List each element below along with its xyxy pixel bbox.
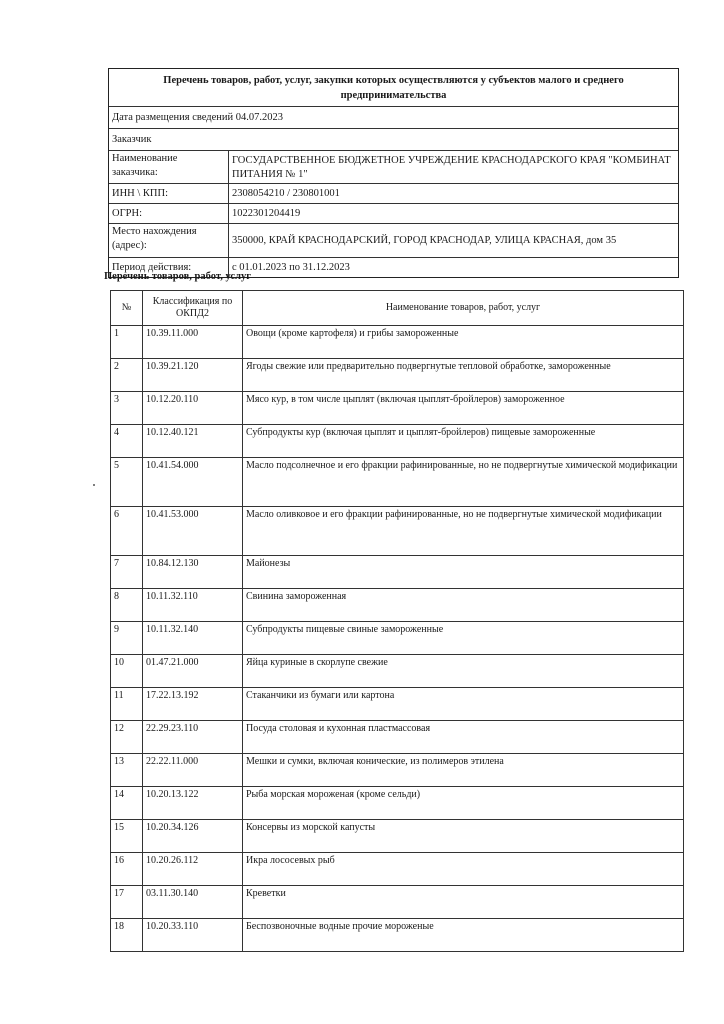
row-number: 10: [111, 655, 143, 688]
row-name: Масло подсолнечное и его фракции рафинированные, но не подвергнутые химической модификации: [243, 458, 684, 507]
posting-date-row: [109, 107, 678, 129]
customer-name-value: ГОСУДАРСТВЕННОЕ БЮДЖЕТНОЕ УЧРЕЖДЕНИЕ КРАСНОДАРСКОГО КРАЯ "КОМБИНАТ ПИТАНИЯ № 1": [232, 155, 671, 180]
row-name: Беспозвоночные водные прочие мороженые: [243, 919, 684, 952]
row-code: 10.20.26.112: [143, 853, 243, 886]
row-number: 7: [111, 556, 143, 589]
row-code: 10.12.40.121: [143, 425, 243, 458]
table-row: [111, 853, 684, 886]
period-label: Период действия:: [109, 258, 229, 277]
row-number: 2: [111, 359, 143, 392]
inn-kpp-label: ИНН \ КПП:: [109, 184, 229, 203]
table-row: [111, 458, 684, 507]
inn-kpp-value: 2308054210 / 230801001: [232, 188, 340, 199]
customer-name-label: Наименование заказчика:: [109, 151, 229, 183]
goods-table: [110, 290, 684, 952]
table-row: [111, 820, 684, 853]
customer-name-row: [109, 151, 678, 184]
row-code: 10.12.20.110: [143, 392, 243, 425]
table-row: [111, 556, 684, 589]
address-value: 350000, КРАЙ КРАСНОДАРСКИЙ, ГОРОД КРАСНОДАР, УЛИЦА КРАСНАЯ, дом 35: [232, 235, 617, 246]
row-code: 10.41.54.000: [143, 458, 243, 507]
row-code: 10.20.33.110: [143, 919, 243, 952]
row-number: 17: [111, 886, 143, 919]
column-header-number: №: [111, 291, 143, 326]
row-name: Креветки: [243, 886, 684, 919]
row-name: Свинина замороженная: [243, 589, 684, 622]
row-code: 10.39.11.000: [143, 326, 243, 359]
table-row: [111, 787, 684, 820]
row-code: 01.47.21.000: [143, 655, 243, 688]
row-code: 10.41.53.000: [143, 507, 243, 556]
row-name: Майонезы: [243, 556, 684, 589]
column-header-name: Наименование товаров, работ, услуг: [243, 291, 684, 326]
address-row: [109, 224, 678, 258]
table-row: [111, 359, 684, 392]
row-number: 8: [111, 589, 143, 622]
row-number: 12: [111, 721, 143, 754]
table-row: [111, 886, 684, 919]
row-number: 11: [111, 688, 143, 721]
row-number: 6: [111, 507, 143, 556]
row-number: 15: [111, 820, 143, 853]
row-number: 16: [111, 853, 143, 886]
table-header-row: [111, 291, 684, 326]
row-name: Рыба морская мороженая (кроме сельди): [243, 787, 684, 820]
row-code: 10.20.13.122: [143, 787, 243, 820]
row-number: 3: [111, 392, 143, 425]
row-code: 22.29.23.110: [143, 721, 243, 754]
table-row: [111, 326, 684, 359]
row-name: Мешки и сумки, включая конические, из полимеров этилена: [243, 754, 684, 787]
ogrn-row: [109, 204, 678, 224]
document-title: Перечень товаров, работ, услуг, закупки которых осуществляются у субъектов малого и среднего предпринимательства: [109, 69, 678, 107]
row-code: 10.11.32.140: [143, 622, 243, 655]
row-name: Овощи (кроме картофеля) и грибы замороженные: [243, 326, 684, 359]
row-number: 4: [111, 425, 143, 458]
customer-info-block: [108, 68, 679, 278]
row-name: Субпродукты пищевые свиные замороженные: [243, 622, 684, 655]
inn-kpp-row: [109, 184, 678, 204]
row-name: Ягоды свежие или предварительно подвергнутые тепловой обработке, замороженные: [243, 359, 684, 392]
row-code: 17.22.13.192: [143, 688, 243, 721]
row-number: 14: [111, 787, 143, 820]
row-name: Консервы из морской капусты: [243, 820, 684, 853]
row-code: 22.22.11.000: [143, 754, 243, 787]
row-code: 10.11.32.110: [143, 589, 243, 622]
row-number: 1: [111, 326, 143, 359]
row-name: Мясо кур, в том числе цыплят (включая цыплят-бройлеров) замороженное: [243, 392, 684, 425]
table-row: [111, 919, 684, 952]
row-name: Масло оливковое и его фракции рафинированные, но не подвергнутые химической модификации: [243, 507, 684, 556]
table-row: [111, 622, 684, 655]
table-row: [111, 507, 684, 556]
table-row: [111, 392, 684, 425]
list-title: Перечень товаров, работ, услуг: [104, 271, 251, 282]
row-code: 10.20.34.126: [143, 820, 243, 853]
row-name: Икра лососевых рыб: [243, 853, 684, 886]
table-row: [111, 688, 684, 721]
table-row: [111, 655, 684, 688]
row-code: 03.11.30.140: [143, 886, 243, 919]
row-code: 10.84.12.130: [143, 556, 243, 589]
row-name: Субпродукты кур (включая цыплят и цыплят-бройлеров) пищевые замороженные: [243, 425, 684, 458]
period-value: с 01.01.2023 по 31.12.2023: [232, 262, 350, 273]
ogrn-label: ОГРН:: [109, 204, 229, 223]
row-number: 9: [111, 622, 143, 655]
table-row: [111, 589, 684, 622]
table-row: [111, 754, 684, 787]
row-number: 13: [111, 754, 143, 787]
table-row: [111, 425, 684, 458]
column-header-code: Классификация по ОКПД2: [143, 291, 243, 326]
row-code: 10.39.21.120: [143, 359, 243, 392]
scan-speck: [93, 484, 95, 486]
row-name: Яйца куриные в скорлупе свежие: [243, 655, 684, 688]
address-label: Место нахождения (адрес):: [109, 224, 229, 257]
customer-section-row: [109, 129, 678, 151]
row-number: 18: [111, 919, 143, 952]
customer-section-label: Заказчик: [112, 134, 152, 145]
table-row: [111, 721, 684, 754]
ogrn-value: 1022301204419: [232, 208, 301, 219]
row-number: 5: [111, 458, 143, 507]
row-name: Посуда столовая и кухонная пластмассовая: [243, 721, 684, 754]
row-name: Стаканчики из бумаги или картона: [243, 688, 684, 721]
posting-date: Дата размещения сведений 04.07.2023: [112, 112, 284, 123]
